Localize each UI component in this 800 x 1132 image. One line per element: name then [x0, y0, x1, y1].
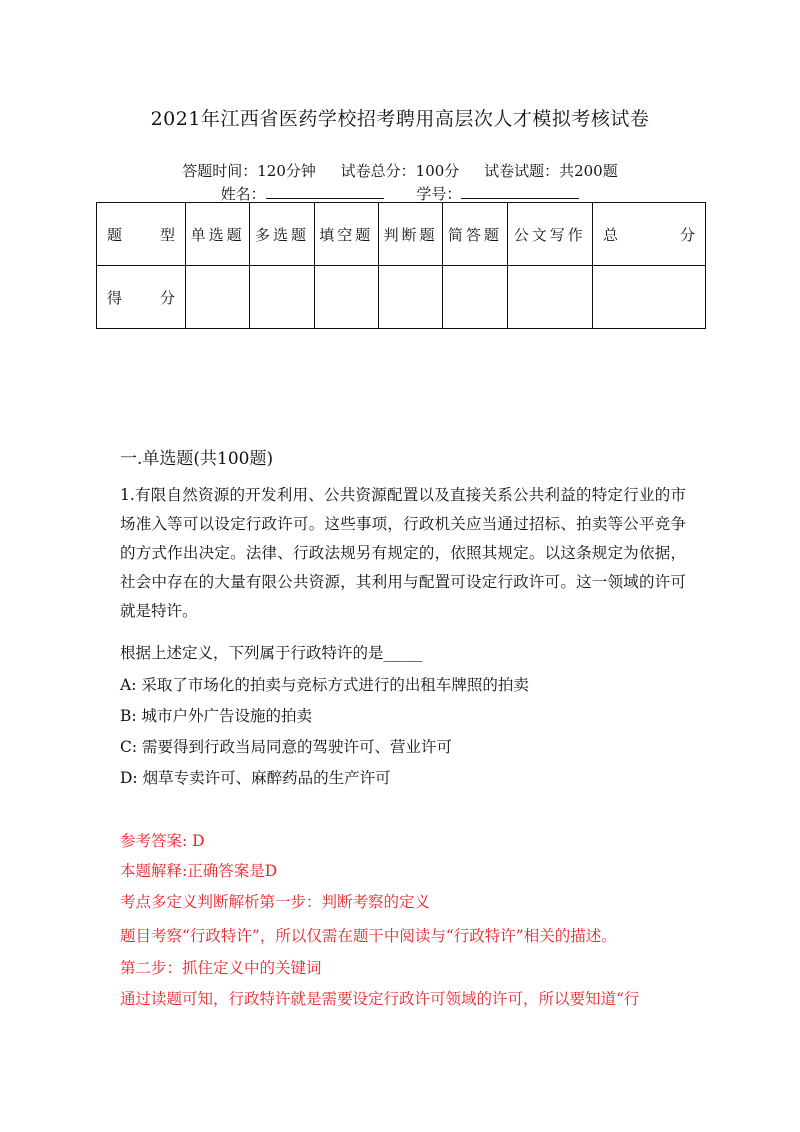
col-document-writing: 公文写作: [507, 203, 592, 266]
student-info: [0, 183, 800, 204]
score-table: [96, 202, 706, 329]
col-fill-blank: 填空题: [314, 203, 378, 266]
score-cell[interactable]: [593, 266, 706, 329]
score-cell[interactable]: [443, 266, 507, 329]
option-c: C: 需要得到行政当局同意的驾驶许可、营业许可: [120, 738, 453, 756]
total-score: 试卷总分：100分: [340, 162, 460, 180]
score-cell[interactable]: [507, 266, 592, 329]
col-multiple-choice: 多选题: [250, 203, 314, 266]
score-cell[interactable]: [186, 266, 250, 329]
analysis-line-1: 题目考察“行政特许”，所以仅需在题干中阅读与“行政特许”相关的描述。: [120, 927, 617, 945]
name-field: [221, 185, 384, 203]
question-prompt: 根据上述定义，下列属于行政特许的是_____: [120, 644, 423, 662]
score-table-score-row: [97, 266, 706, 329]
option-b: B: 城市户外广告设施的拍卖: [120, 707, 313, 725]
col-single-choice: 单选题: [186, 203, 250, 266]
name-blank: [266, 184, 384, 199]
section-heading: 一.单选题(共100题): [120, 449, 274, 469]
exam-time: 答题时间：120分钟: [182, 162, 316, 180]
score-table-header-row: [97, 203, 706, 266]
col-total: 总 分: [593, 203, 706, 266]
score-cell[interactable]: [378, 266, 442, 329]
question-count: 试卷试题：共200题: [484, 162, 618, 180]
exam-info: [0, 160, 800, 181]
score-cell[interactable]: [250, 266, 314, 329]
id-label: 学号：: [416, 185, 462, 203]
name-label: 姓名：: [220, 185, 266, 203]
analysis-step-1: 考点多定义判断解析第一步：判断考察的定义: [120, 893, 431, 911]
reference-answer: 参考答案: D: [120, 832, 205, 850]
col-short-answer: 简答题: [443, 203, 507, 266]
document-title: 2021年江西省医药学校招考聘用高层次人才模拟考核试卷: [150, 108, 650, 130]
score-label: 得 分: [97, 266, 186, 329]
question-text: 1.有限自然资源的开发利用、公共资源配置以及直接关系公共利益的特定行业的市场准入等可以设定行政许可。这些事项，行政机关应当通过招标、拍卖等公平竞争的方式作出决定。法律、行政法规另有规定的，依照其规定。以这条规定为依据，社会中存在的大量有限公共资源，其利用与配置可设定行政许可。这一领域的许可就是特许。: [120, 486, 686, 620]
question-type-label: 题 型: [97, 203, 186, 266]
option-d: D: 烟草专卖许可、麻醉药品的生产许可: [120, 769, 391, 787]
analysis-step-2: 第二步：抓住定义中的关键词: [120, 959, 322, 977]
id-blank: [461, 184, 579, 199]
score-cell[interactable]: [314, 266, 378, 329]
id-field: [416, 185, 579, 203]
option-a: A: 采取了市场化的拍卖与竞标方式进行的出租车牌照的拍卖: [120, 676, 529, 694]
col-true-false: 判断题: [378, 203, 442, 266]
analysis-line-3: 通过读题可知，行政特许就是需要设定行政许可领域的许可，所以要知道“行: [120, 990, 640, 1008]
answer-explanation: 本题解释:正确答案是D: [120, 862, 278, 880]
